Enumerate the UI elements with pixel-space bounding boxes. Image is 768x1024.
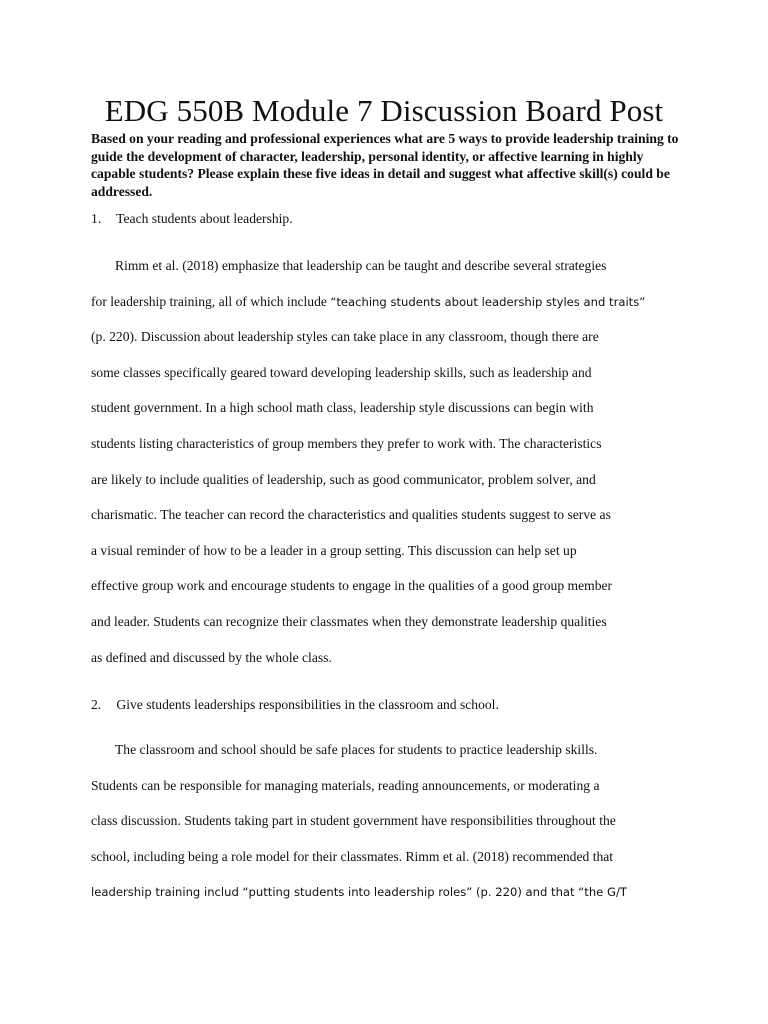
line-text: and leader. Students can recognize their classmates when they demonstrate leadership qualities — [91, 613, 607, 629]
paragraph-line — [91, 741, 691, 777]
paragraph-line — [91, 777, 691, 813]
line-text: Rimm et al. (2018) emphasize that leadership can be taught and describe several strategies — [115, 258, 607, 273]
paragraph-line — [91, 577, 691, 613]
line-text: a visual reminder of how to be a leader in a group setting. This discussion can help set up — [91, 542, 577, 558]
paragraph-line — [91, 399, 691, 435]
paragraph-line — [91, 293, 691, 329]
list-item-heading — [91, 696, 499, 714]
paragraph-line — [91, 883, 691, 919]
quoted-text: “teaching students about leadership styles and traits” — [330, 294, 646, 309]
paragraph-line — [91, 364, 691, 400]
paragraph-line — [91, 328, 691, 364]
line-text: some classes specifically geared toward developing leadership skills, such as leadership and — [91, 364, 592, 380]
line-text: student government. In a high school math class, leadership style discussions can begin with — [91, 400, 594, 416]
paragraph-line — [91, 506, 691, 542]
paragraph-line — [91, 812, 691, 848]
line-text: Students can be responsible for managing materials, reading announcements, or moderating a — [91, 777, 600, 793]
paragraph — [91, 741, 691, 919]
line-text: (p. 220). Discussion about leadership styles can take place in any classroom, though there are — [91, 329, 599, 345]
list-item-heading-text: Teach students about leadership. — [116, 211, 293, 226]
line-text: effective group work and encourage students to engage in the qualities of a good group member — [91, 578, 613, 594]
paragraph-line — [91, 257, 691, 293]
line-text: class discussion. Students taking part in student government have responsibilities throughout the — [91, 813, 616, 829]
list-item-heading — [91, 210, 293, 228]
line-text: school, including being a role model for their classmates. Rimm et al. (2018) recommended that — [91, 848, 614, 864]
line-text: leadership training includ “putting students into leadership roles” (p. 220) and that “the G/T — [91, 885, 627, 900]
paragraph-line — [91, 435, 691, 471]
discussion-prompt: Based on your reading and professional experiences what are 5 ways to provide leadership training to guide the development of character, leadership, personal identity, or affective learning in highly capable students? Please explain these five ideas in detail and suggest what affective skill(s) could be addressed. — [91, 131, 679, 199]
page-title: EDG 550B Module 7 Discussion Board Post — [104, 93, 664, 128]
paragraph-line — [91, 848, 691, 884]
line-text: charismatic. The teacher can record the characteristics and qualities students suggest to serve as — [91, 507, 611, 523]
line-text: as defined and discussed by the whole class. — [91, 649, 332, 665]
paragraph — [91, 257, 691, 684]
paragraph-line — [91, 542, 691, 578]
line-text: students listing characteristics of group members they prefer to work with. The characteristics — [91, 435, 602, 451]
line-text: The classroom and school should be safe places for students to practice leadership skills. — [115, 742, 598, 757]
list-item-number: 2. — [91, 697, 102, 712]
paragraph-line — [91, 471, 691, 507]
line-text: are likely to include qualities of leadership, such as good communicator, problem solver, and — [91, 471, 596, 487]
paragraph-line — [91, 613, 691, 649]
list-item-heading-text: Give students leaderships responsibilities in the classroom and school. — [116, 697, 499, 712]
line-text: for leadership training, all of which include — [91, 293, 331, 309]
paragraph-line — [91, 649, 691, 685]
list-item-number: 1. — [91, 211, 102, 226]
